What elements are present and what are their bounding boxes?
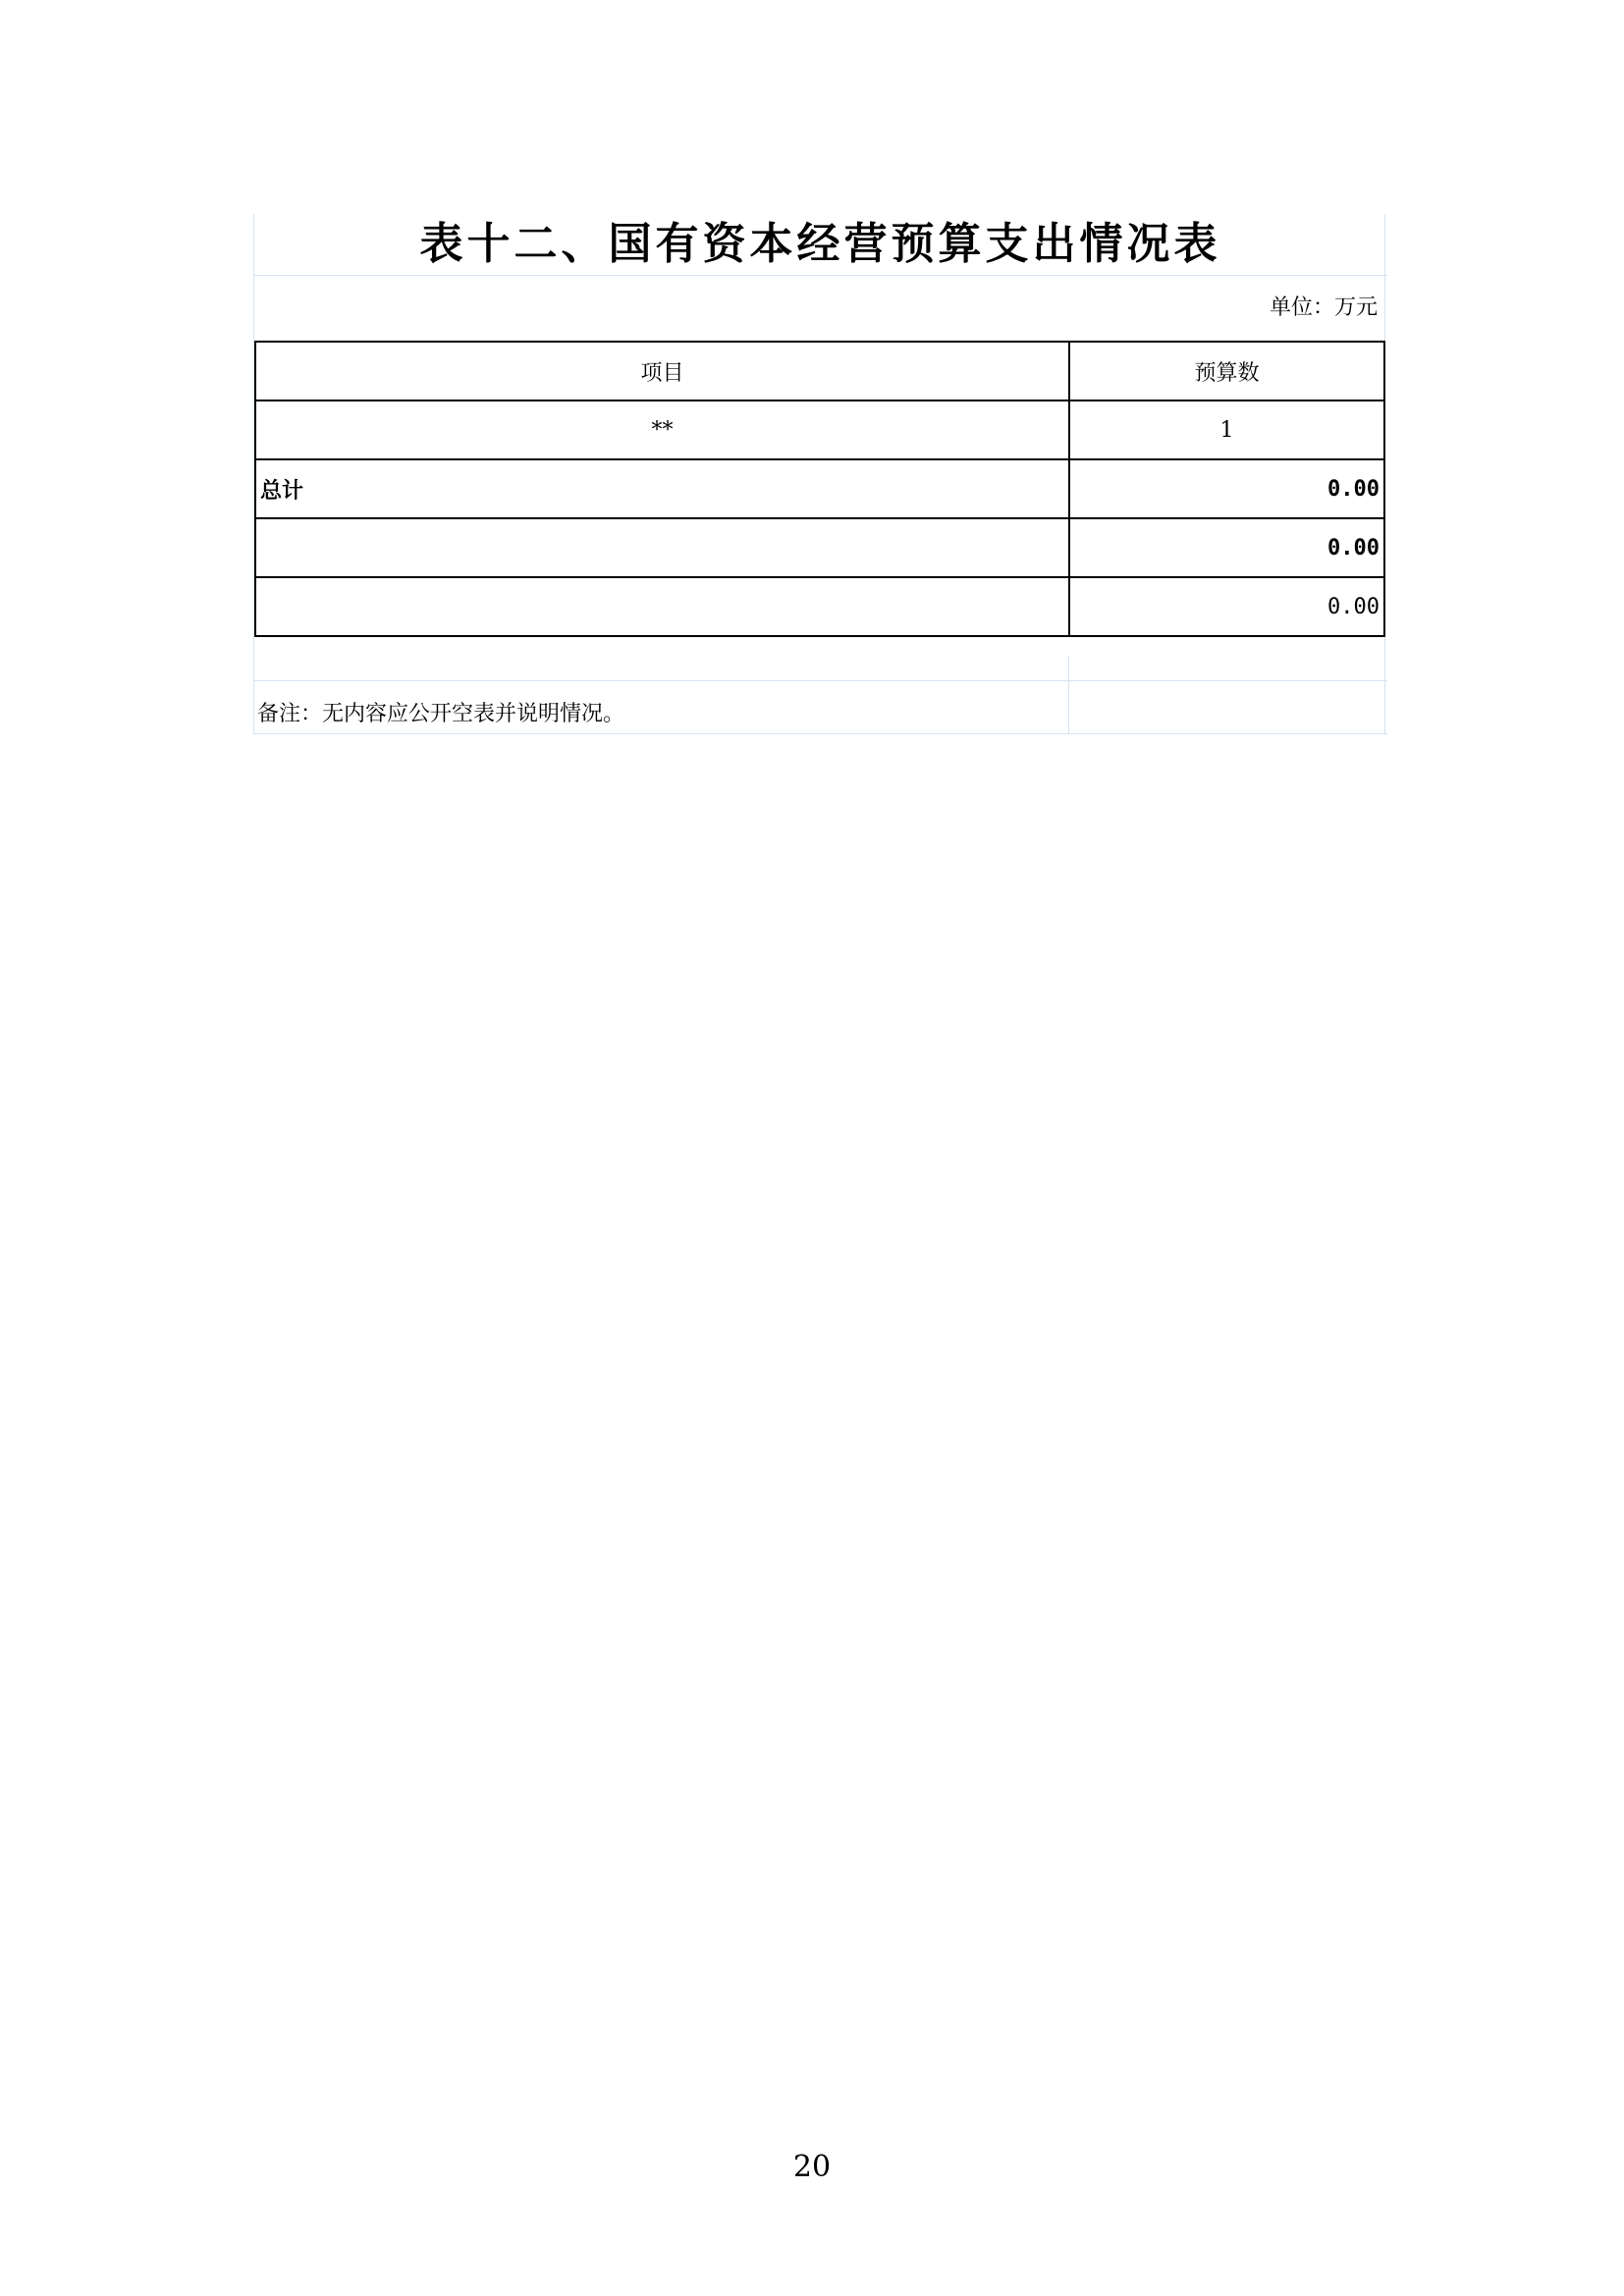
gridline: [253, 275, 1387, 276]
budget-table: [254, 341, 1385, 637]
row-amount: 0.00: [1069, 577, 1384, 636]
row-item: 总计: [255, 459, 1069, 518]
header-item: 项目: [255, 342, 1069, 400]
index-item: **: [255, 400, 1069, 459]
row-item: [255, 518, 1069, 577]
table-index-row: [255, 400, 1384, 459]
table-title: 表十二、国有资本经营预算支出情况表: [419, 219, 1221, 269]
page-number: 20: [792, 2150, 832, 2184]
index-amount: 1: [1069, 400, 1384, 459]
row-item: [255, 577, 1069, 636]
table-row: [255, 518, 1384, 577]
gridline: [253, 733, 1387, 734]
table-note: 备注：无内容应公开空表并说明情况。: [257, 702, 625, 726]
row-amount: 0.00: [1069, 518, 1384, 577]
header-budget-amount: 预算数: [1069, 342, 1384, 400]
row-amount: 0.00: [1069, 459, 1384, 518]
gridline: [253, 680, 1387, 681]
unit-label: 单位：万元: [1269, 295, 1378, 320]
gridline: [1068, 656, 1069, 734]
table-row: [255, 577, 1384, 636]
table-row: [255, 459, 1384, 518]
spreadsheet-screenshot: [253, 214, 1387, 734]
table-header-row: [255, 342, 1384, 400]
